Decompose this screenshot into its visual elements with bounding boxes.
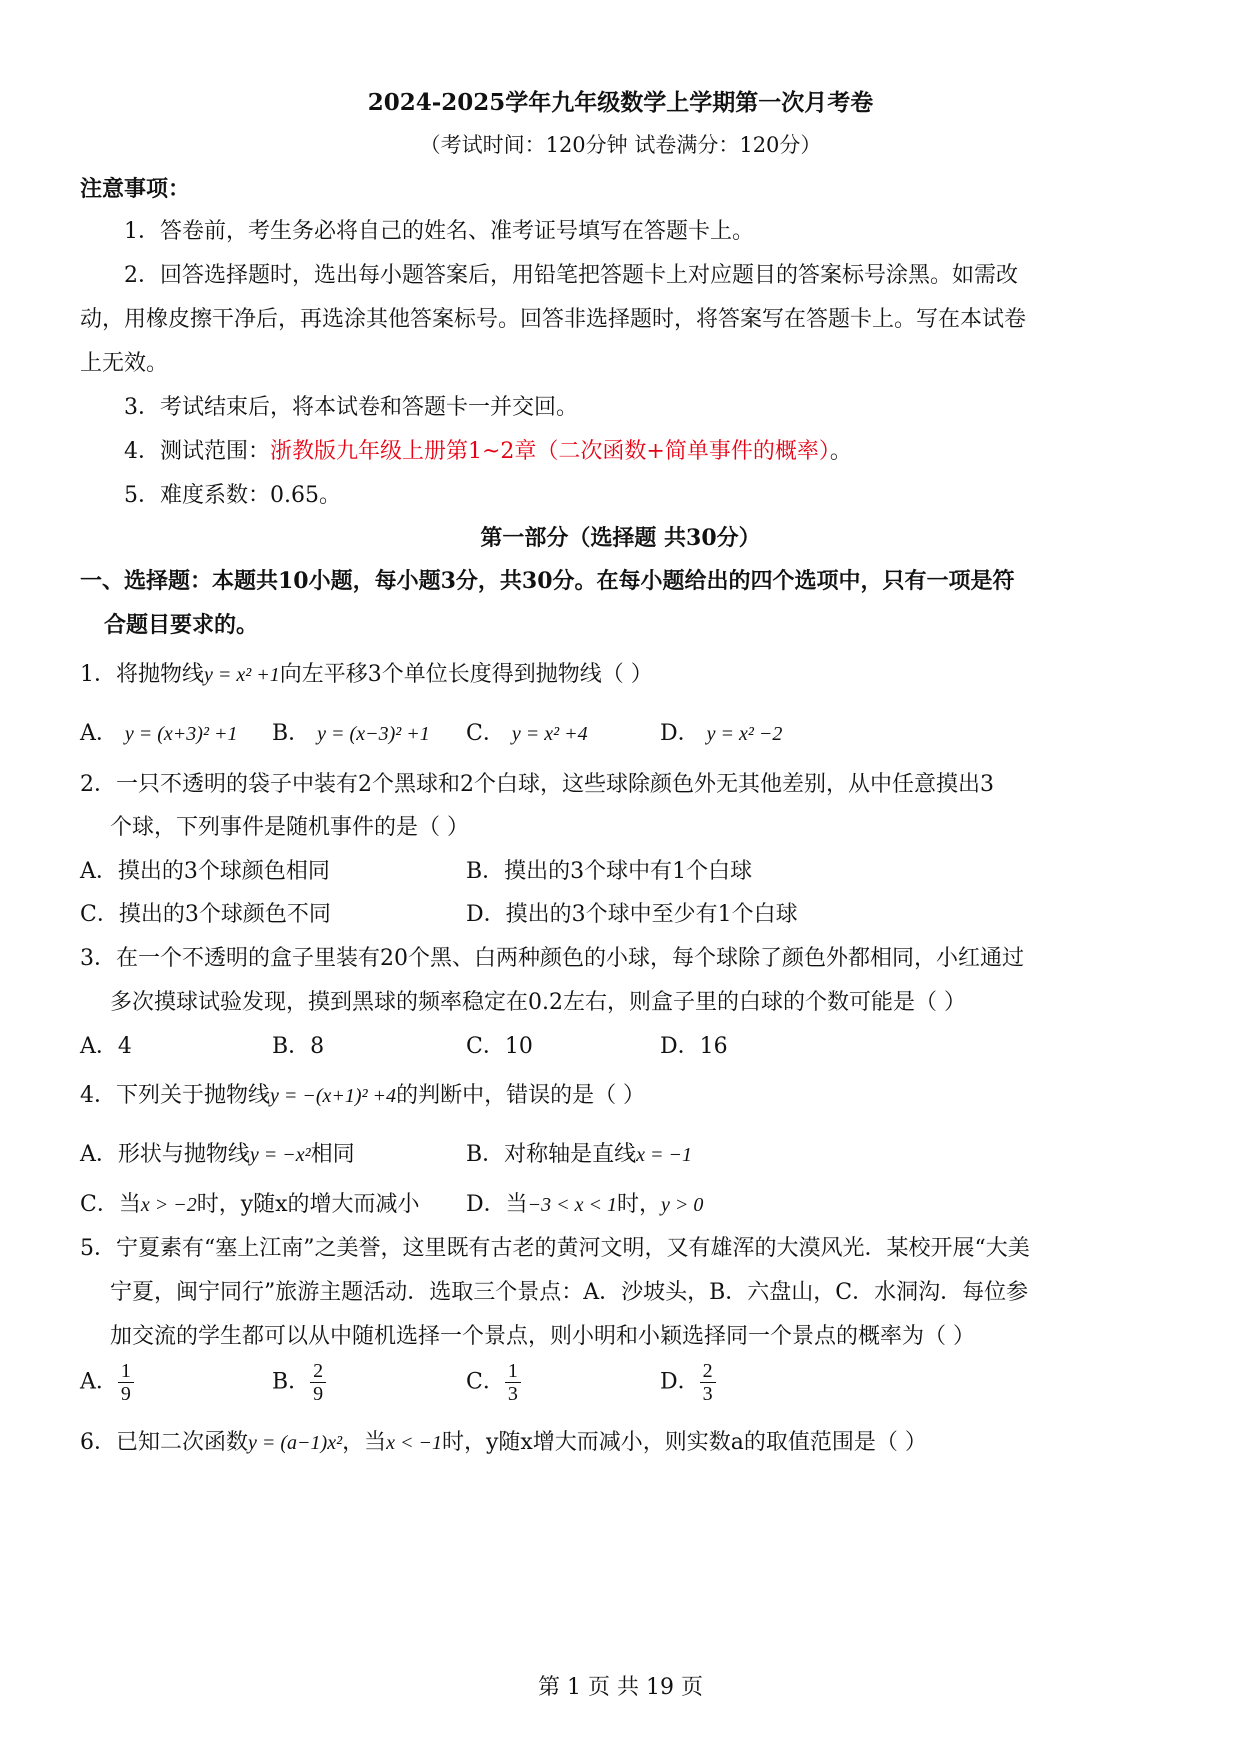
q1-a-label: A． [80, 721, 118, 746]
q1-d-label: D． [660, 721, 700, 746]
notice-item-2-line3: 上无效。 [80, 351, 169, 376]
page-footer: 第 1 页 共 19 页 [538, 1675, 703, 1700]
q1-option-a [80, 719, 237, 749]
q4-c-pre: C．当 [80, 1192, 141, 1217]
q4-option-d [466, 1190, 703, 1220]
q1-d-math: y = x² −2 [706, 723, 783, 745]
q5-a-label: A． [80, 1369, 118, 1395]
q5-option-c [466, 1360, 521, 1405]
q5-c-fraction [505, 1360, 521, 1405]
q5-a-den: 9 [120, 1383, 131, 1405]
q4-post: 的判断中，错误的是（ ） [396, 1083, 646, 1108]
q5-d-den: 3 [702, 1383, 713, 1405]
q2-option-d: D．摸出的3个球中至少有1个白球 [466, 902, 798, 927]
part1-heading: 第一部分（选择题 共30分） [480, 525, 761, 551]
question-4-stem [80, 1081, 645, 1111]
q1-option-c [466, 719, 588, 749]
q3-option-d: D．16 [660, 1034, 728, 1059]
q1-pre: 1．将抛物线 [80, 662, 204, 687]
question-6-stem [80, 1428, 927, 1458]
q1-a-math: y = (x+3)² +1 [124, 723, 238, 745]
q4-c-post: 时，y随x的增大而减小 [196, 1192, 420, 1217]
q1-b-math: y = (x−3)² +1 [317, 723, 430, 745]
q6-pre: 6．已知二次函数 [80, 1430, 248, 1455]
test-scope-highlight: 浙教版九年级上册第1~2章（二次函数+简单事件的概率） [270, 439, 830, 464]
exam-subtitle: （考试时间：120分钟 试卷满分：120分） [419, 133, 822, 157]
q4-option-a [80, 1140, 355, 1170]
question-2-line2: 个球，下列事件是随机事件的是（ ） [110, 815, 469, 840]
q5-b-fraction [310, 1360, 326, 1405]
question-3-line1: 3．在一个不透明的盒子里装有20个黑、白两种颜色的小球，每个球除了颜色外都相同，小红通过 [80, 946, 1024, 971]
notice-item-5: 5．难度系数：0.65。 [124, 483, 341, 508]
section1-instruction-line1: 一、选择题：本题共10小题，每小题3分，共30分。在每小题给出的四个选项中，只有一项是符 [80, 568, 1015, 594]
q1-option-d [660, 719, 782, 749]
q5-d-label: D． [660, 1369, 700, 1395]
q2-option-b: B．摸出的3个球中有1个白球 [466, 859, 753, 884]
question-5-line2: 宁夏，闽宁同行”旅游主题活动．选取三个景点：A．沙坡头，B．六盘山，C．水洞沟．每位参 [110, 1280, 1029, 1305]
q1-b-label: B． [272, 721, 311, 746]
q4-c-math: x > −2 [140, 1194, 197, 1216]
q1-c-label: C． [466, 721, 505, 746]
q6-mid: ，当 [342, 1430, 387, 1455]
q5-b-den: 9 [313, 1383, 324, 1405]
notice-item-3: 3．考试结束后，将本试卷和答题卡一并交回。 [124, 395, 578, 420]
q1-option-b [272, 719, 430, 749]
q4-d-mid: 时， [617, 1192, 662, 1217]
q3-option-b: B．8 [272, 1034, 325, 1059]
q4-a-math: y = −x² [249, 1144, 311, 1166]
question-3-line2: 多次摸球试验发现，摸到黑球的频率稳定在0.2左右，则盒子里的白球的个数可能是（ ） [110, 990, 966, 1015]
q2-option-a: A．摸出的3个球颜色相同 [80, 859, 330, 884]
q4-a-post: 相同 [310, 1142, 355, 1167]
q4-math: y = −(x+1)² +4 [270, 1085, 397, 1107]
q1-post: 向左平移3个单位长度得到抛物线（ ） [279, 662, 653, 687]
q4-b-math: x = −1 [636, 1144, 693, 1166]
q4-option-c [80, 1190, 420, 1220]
question-5-line3: 加交流的学生都可以从中随机选择一个景点，则小明和小颖选择同一个景点的概率为（ ） [110, 1324, 975, 1349]
q5-a-fraction [118, 1360, 134, 1405]
question-2-line1: 2．一只不透明的袋子中装有2个黑球和2个白球，这些球除颜色外无其他差别，从中任意摸出3 [80, 772, 994, 797]
q1-c-math: y = x² +4 [511, 723, 588, 745]
q4-pre: 4．下列关于抛物线 [80, 1083, 270, 1108]
q5-d-fraction [700, 1360, 716, 1405]
q1-math: y = x² +1 [204, 664, 280, 686]
q4-d-math: −3 < x < 1 [527, 1194, 618, 1216]
notice-item-4-prefix: 4．测试范围： [124, 439, 270, 464]
notice-item-4-suffix: 。 [829, 439, 852, 464]
q3-option-a: A．4 [80, 1034, 132, 1059]
q5-option-d [660, 1360, 716, 1405]
q6-math: y = (a−1)x² [248, 1432, 343, 1454]
q5-d-num: 2 [700, 1360, 716, 1383]
q6-post: 时，y随x增大而减小，则实数a的取值范围是（ ） [441, 1430, 927, 1455]
q6-math2: x < −1 [386, 1432, 442, 1454]
q4-a-pre: A．形状与抛物线 [80, 1142, 250, 1167]
q5-c-den: 3 [507, 1383, 518, 1405]
q5-b-num: 2 [310, 1360, 326, 1383]
q5-c-num: 1 [505, 1360, 521, 1383]
notice-item-4 [124, 437, 852, 467]
q5-a-num: 1 [118, 1360, 134, 1383]
notice-heading: 注意事项： [80, 176, 191, 202]
q4-b-pre: B．对称轴是直线 [466, 1142, 637, 1167]
section1-instruction-line2: 合题目要求的。 [104, 612, 259, 638]
q5-option-b [272, 1360, 326, 1405]
q4-option-b [466, 1140, 692, 1170]
notice-item-2-line1: 2．回答选择题时，选出每小题答案后，用铅笔把答题卡上对应题目的答案标号涂黑。如需改 [124, 263, 1019, 288]
question-1-stem [80, 660, 653, 690]
q4-d-pre: D．当 [466, 1192, 528, 1217]
notice-item-1: 1．答卷前，考生务必将自己的姓名、准考证号填写在答题卡上。 [124, 219, 754, 244]
q3-option-c: C．10 [466, 1034, 533, 1059]
exam-title: 2024-2025学年九年级数学上学期第一次月考卷 [367, 89, 874, 116]
notice-item-2-line2: 动，用橡皮擦干净后，再选涂其他答案标号。回答非选择题时，将答案写在答题卡上。写在本试卷 [80, 307, 1027, 332]
q4-d-math2: y > 0 [661, 1194, 704, 1216]
q5-b-label: B． [272, 1369, 311, 1395]
question-5-line1: 5．宁夏素有“塞上江南”之美誉，这里既有古老的黄河文明，又有雄浑的大漠风光．某校开展“大美 [80, 1236, 1030, 1261]
q2-option-c: C．摸出的3个球颜色不同 [80, 902, 331, 927]
q5-c-label: C． [466, 1369, 505, 1395]
q5-option-a [80, 1360, 134, 1405]
